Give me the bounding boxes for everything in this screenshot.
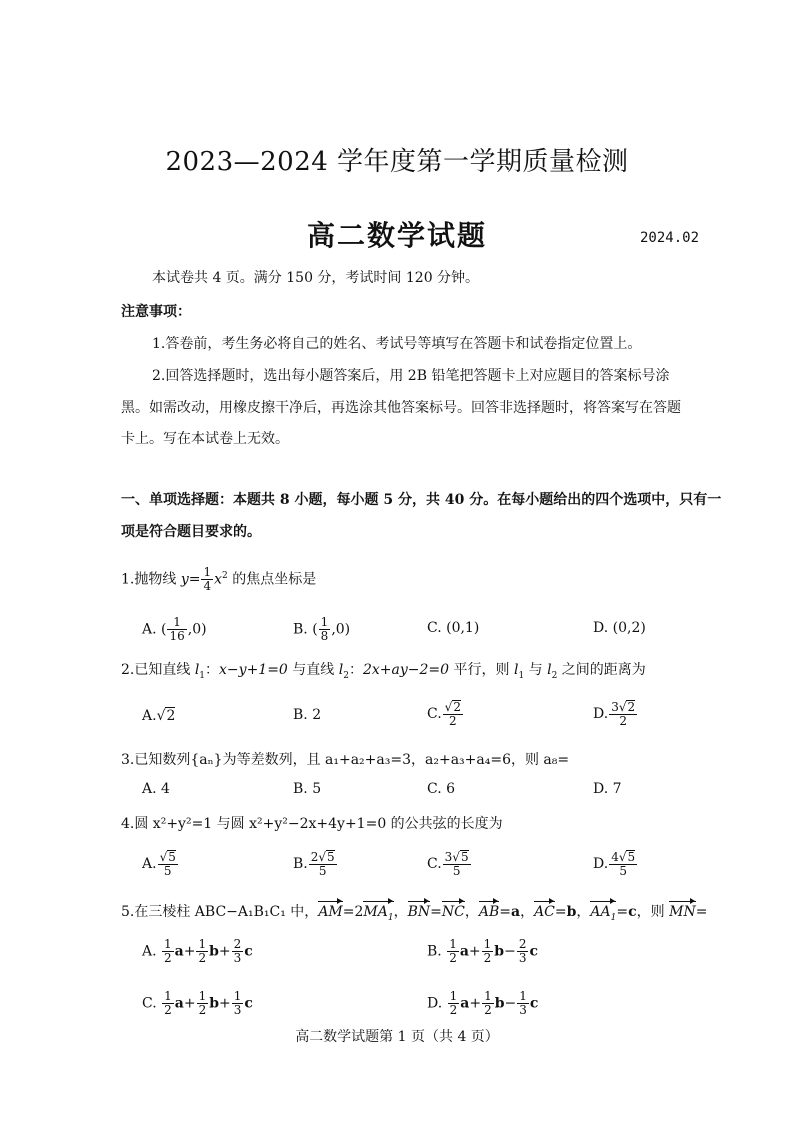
q1-frac-num: 1: [203, 565, 212, 580]
q5-option-c: C. $\frac{1}{2}$ a+ $\frac{1}{2}$ b+ $\frac{1}{3}$ c: [142, 989, 253, 1017]
question-3: 3.已知数列{aₙ}为等差数列，且 a₁+a₂+a₃=3，a₂+a₃+a₄=6，则 a₈=: [121, 752, 570, 768]
q1-option-a: A. ( $\frac{1}{16}$ ,0): [142, 615, 207, 643]
q1-suffix: 的焦点坐标是: [227, 571, 317, 588]
q1-option-d: D. (0,2): [593, 620, 646, 636]
q3-option-d: D. 7: [593, 781, 622, 797]
exam-subject-title: 高二数学试题: [306, 219, 487, 252]
question-1: 1.抛物线 y= $\frac{1}{4}$ $x^2$ 的焦点坐标是: [121, 565, 317, 594]
q3-option-a: A. 4: [142, 781, 170, 797]
exam-info-line: 本试卷共 4 页。满分 150 分，考试时间 120 分钟。: [152, 270, 480, 286]
q5-option-a: A. $\frac{1}{2}$ a+ $\frac{1}{2}$ b+ $\frac{2}{3}$ c: [142, 937, 253, 965]
question-2: 2.已知直线 $l_1$：x−y+1=0 与直线 $l_2$：2x+ay−2=0 平行，则 $l_1$ 与 $l_2$ 之间的距离为: [121, 662, 646, 681]
exam-year-title: 2023—2024 学年度第一学期质量检测: [165, 147, 629, 177]
q2-option-a: A.√2: [142, 708, 176, 724]
question-4: 4.圆 x²+y²=1 与圆 x²+y²−2x+4y+1=0 的公共弦的长度为: [121, 816, 503, 832]
question-5: 5.在三棱柱 ABC−A₁B₁C₁ 中，$AM=2MA_1$，BN=NC，AB=a，AC=b，$AA_1=c$，则 MN=: [121, 902, 707, 928]
notice-heading: 注意事项：: [121, 304, 191, 320]
q4-option-b: B. $\frac{2√5}{5}$: [293, 850, 335, 878]
section-heading: 一、单项选择题：本题共 8 小题，每小题 5 分，共 40 分。在每小题给出的四个选项中，只有一: [121, 492, 722, 508]
q3-option-b: B. 5: [293, 781, 322, 797]
q1-option-b: B. ( $\frac{1}{8}$ ,0): [293, 615, 351, 643]
exam-date: 2024.02: [640, 230, 700, 246]
q2-option-c: C. $\frac{√2}{2}$: [427, 700, 461, 728]
notice-item-2-cont: 黑。如需改动，用橡皮擦干净后，再选涂其他答案标号。回答非选择题时，将答案写在答题: [121, 400, 681, 416]
section-heading-cont: 项是符合题目要求的。: [121, 524, 261, 540]
q2-option-d: D. $\frac{3√2}{2}$: [593, 700, 636, 728]
q5-option-b: B. $\frac{1}{2}$ a+ $\frac{1}{2}$ b− $\frac{2}{3}$ c: [427, 937, 538, 965]
page-footer: 高二数学试题第 1 页（共 4 页）: [295, 1029, 499, 1045]
notice-item-1: 1.答卷前，考生务必将自己的姓名、考试号等填写在答题卡和试卷指定位置上。: [152, 336, 642, 352]
q1-option-c: C. (0,1): [427, 620, 480, 636]
q3-option-c: C. 6: [427, 781, 456, 797]
q1-prefix: 1.抛物线: [121, 571, 181, 588]
q1-frac-den: 4: [203, 579, 212, 594]
q4-option-a: A. $\frac{√5}{5}$: [142, 850, 176, 878]
q4-option-c: C. $\frac{3√5}{5}$: [427, 850, 469, 878]
q5-option-d: D. $\frac{1}{2}$ a+ $\frac{1}{2}$ b− $\frac{1}{3}$ c: [427, 989, 539, 1017]
notice-item-2: 2.回答选择题时，选出每小题答案后，用 2B 铅笔把答题卡上对应题目的答案标号涂: [152, 368, 670, 384]
q4-option-d: D. $\frac{4√5}{5}$: [593, 850, 636, 878]
notice-item-2-cont2: 卡上。写在本试卷上无效。: [121, 431, 289, 447]
q2-option-b: B. 2: [293, 707, 322, 723]
